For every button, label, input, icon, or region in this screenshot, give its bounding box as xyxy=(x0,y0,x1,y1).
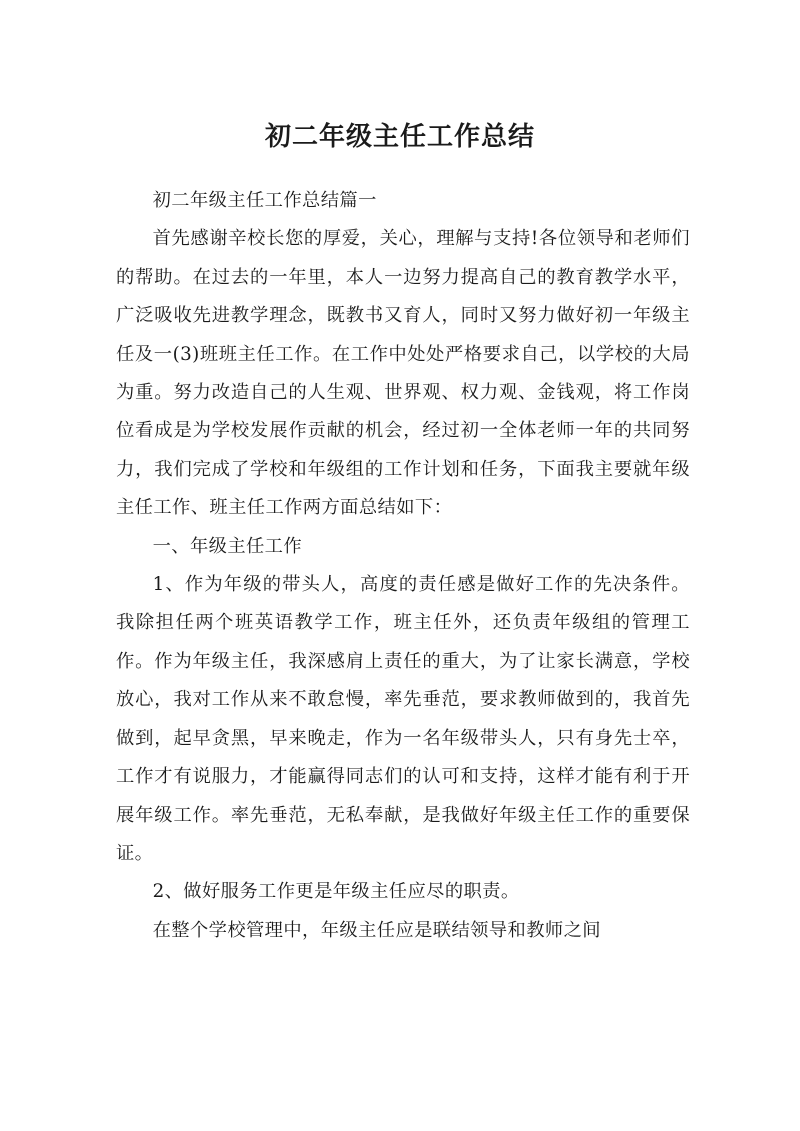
body-paragraph: 2、做好服务工作更是年级主任应尽的职责。 xyxy=(152,881,520,903)
body-paragraph: 首先感谢辛校长您的厚爱，关心，理解与支持!各位领导和老师们的帮助。在过去的一年里，本人一边努力提高自己的教育教学水平，广泛吸收先进教学理念，既教书又育人，同时又努力做好初一年级主任及一(3)班班主任工作。在工作中处处严格要求自己，以学校的大局为重。努力改造自己的人生观、世界观、权力观、金钱观，将工作岗位看成是为学校发展作贡献的机会，经过初一全体老师一年的共同努力，我们完成了学校和年级组的工作计划和任务，下面我主要就年级主任工作、班主任工作两方面总结如下： xyxy=(116,228,690,519)
section-heading: 一、年级主任工作 xyxy=(152,535,303,557)
document-title: 初二年级主任工作总结 xyxy=(264,122,535,153)
document-body xyxy=(116,182,690,950)
body-paragraph: 1、作为年级的带头人，高度的责任感是做好工作的先决条件。 我除担任两个班英语教学工作，班主任外，还负责年级组的管理工作。作为年级主任，我深感肩上责任的重大，为了让家长满意，学校放心，我对工作从来不敢怠慢，率先垂范，要求教师做到的，我首先做到，起早贪黑，早来晚走，作为一名年级带头人，只有身先士卒，工作才有说服力，才能赢得同志们的认可和支持，这样才能有利于开展年级工作。率先垂范，无私奉献，是我做好年级主任工作的重要保证。 xyxy=(116,574,690,864)
section-heading: 初二年级主任工作总结篇一 xyxy=(152,190,377,211)
body-paragraph: 在整个学校管理中，年级主任应是联结领导和教师之间 xyxy=(152,919,601,941)
